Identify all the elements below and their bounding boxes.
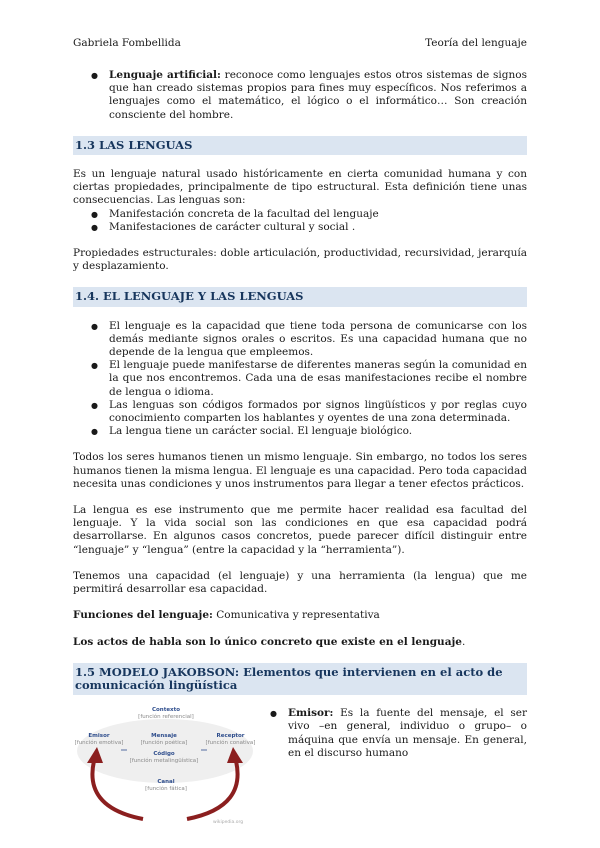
list-item: ● La lengua tiene un carácter social. El lenguaje biológico. (91, 425, 527, 438)
list-item: ● Emisor: Es la fuente del mensaje, el ser vivo –en general, individuo o grupo– o máquina que envía un mensaje. En general, en el discurso humano (270, 707, 527, 760)
section-heading-1-5: 1.5 MODELO JAKOBSON: Elementos que intervienen en el acto de comunicación lingüística (73, 663, 527, 695)
list-item: ● Manifestación concreta de la facultad del lenguaje (91, 208, 527, 221)
label-canal: Canal [función fática] (145, 779, 187, 792)
bullet-list (91, 320, 527, 439)
label-mensaje: Mensaje [función poética] (140, 733, 188, 746)
intro-list (91, 69, 527, 122)
jakobson-diagram (73, 707, 258, 829)
label-emisor: Emisor [función emotiva] (74, 733, 124, 746)
list-item: ● Lenguaje artificial: reconoce como lenguajes estos otros sistemas de signos que han creado sistemas propios para fines muy específicos. Nos referimos a lenguajes como el matemático, el lógico o el informático… Son creación consciente del hombre. (91, 69, 527, 122)
actos-paragraph: Los actos de habla son lo único concreto que existe en el lenguaje. (73, 635, 466, 648)
header-subject: Teoría del lenguaje (425, 37, 527, 49)
list-item: ● Manifestaciones de carácter cultural y social . (91, 221, 527, 234)
jakobson-section (73, 707, 527, 829)
list-item: ● El lenguaje puede manifestarse de diferentes maneras según la comunidad en la que nos encontremos. Cada una de esas manifestaciones recibe el nombre de lengua o idioma. (91, 359, 527, 399)
diagram-graphic (73, 707, 258, 829)
paragraph: La lengua es ese instrumento que me permite hacer realidad esa facultad del lenguaje. Y la vida social son las condiciones en que esa capacidad podrá desarrollarse. En algunos casos concretos, puede parecer difícil distinguir entre “lenguaje” y “lengua” (entre la capacidad y la “herramienta”). (73, 504, 527, 556)
bullet-list (91, 208, 527, 234)
label-contexto: Contexto [función referencial] (138, 707, 194, 720)
paragraph: Tenemos una capacidad (el lenguaje) y una herramienta (la lengua) que me permitirá desarrollar esa capacidad. (73, 569, 527, 596)
section-heading-1-3: 1.3 LAS LENGUAS (73, 136, 527, 155)
list-item: ● Las lenguas son códigos formados por signos lingüísticos y por reglas cuyo conocimiento comparten los hablantes y oyentes de una zona determinada. (91, 399, 527, 425)
paragraph: Es un lenguaje natural usado históricamente en cierta comunidad humana y con ciertas propiedades, principalmente de tipo estructural. Esta definición tiene unas consecuencias. Las lenguas son: (73, 168, 527, 207)
list-item: ● El lenguaje es la capacidad que tiene toda persona de comunicarse con los demás mediante signos orales o escritos. Es una capacidad humana que no depende de la lengua que empleemos. (91, 320, 527, 360)
emisor-text (258, 707, 527, 829)
figure-source-url: wikipedia.org (213, 819, 244, 825)
paragraph: Todos los seres humanos tienen un mismo lenguaje. Sin embargo, no todos los seres humanos tienen la misma lengua. El lenguaje es una capacidad. Pero toda capacidad necesita unas condiciones y unos instrumentos para llegar a tener efectos prácticos. (73, 451, 527, 490)
label-codigo: Código [función metalingüística] (129, 751, 199, 764)
section-heading-1-4: 1.4. EL LENGUAJE Y LAS LENGUAS (73, 287, 527, 306)
funciones-paragraph: Funciones del lenguaje: Comunicativa y representativa (73, 609, 380, 622)
page-content (73, 69, 527, 829)
paragraph: Propiedades estructurales: doble articulación, productividad, recursividad, jerarquía y desplazamiento. (73, 247, 527, 273)
label-receptor: Receptor [función conativa] (205, 733, 256, 746)
header-author: Gabriela Fombellida (73, 37, 181, 49)
